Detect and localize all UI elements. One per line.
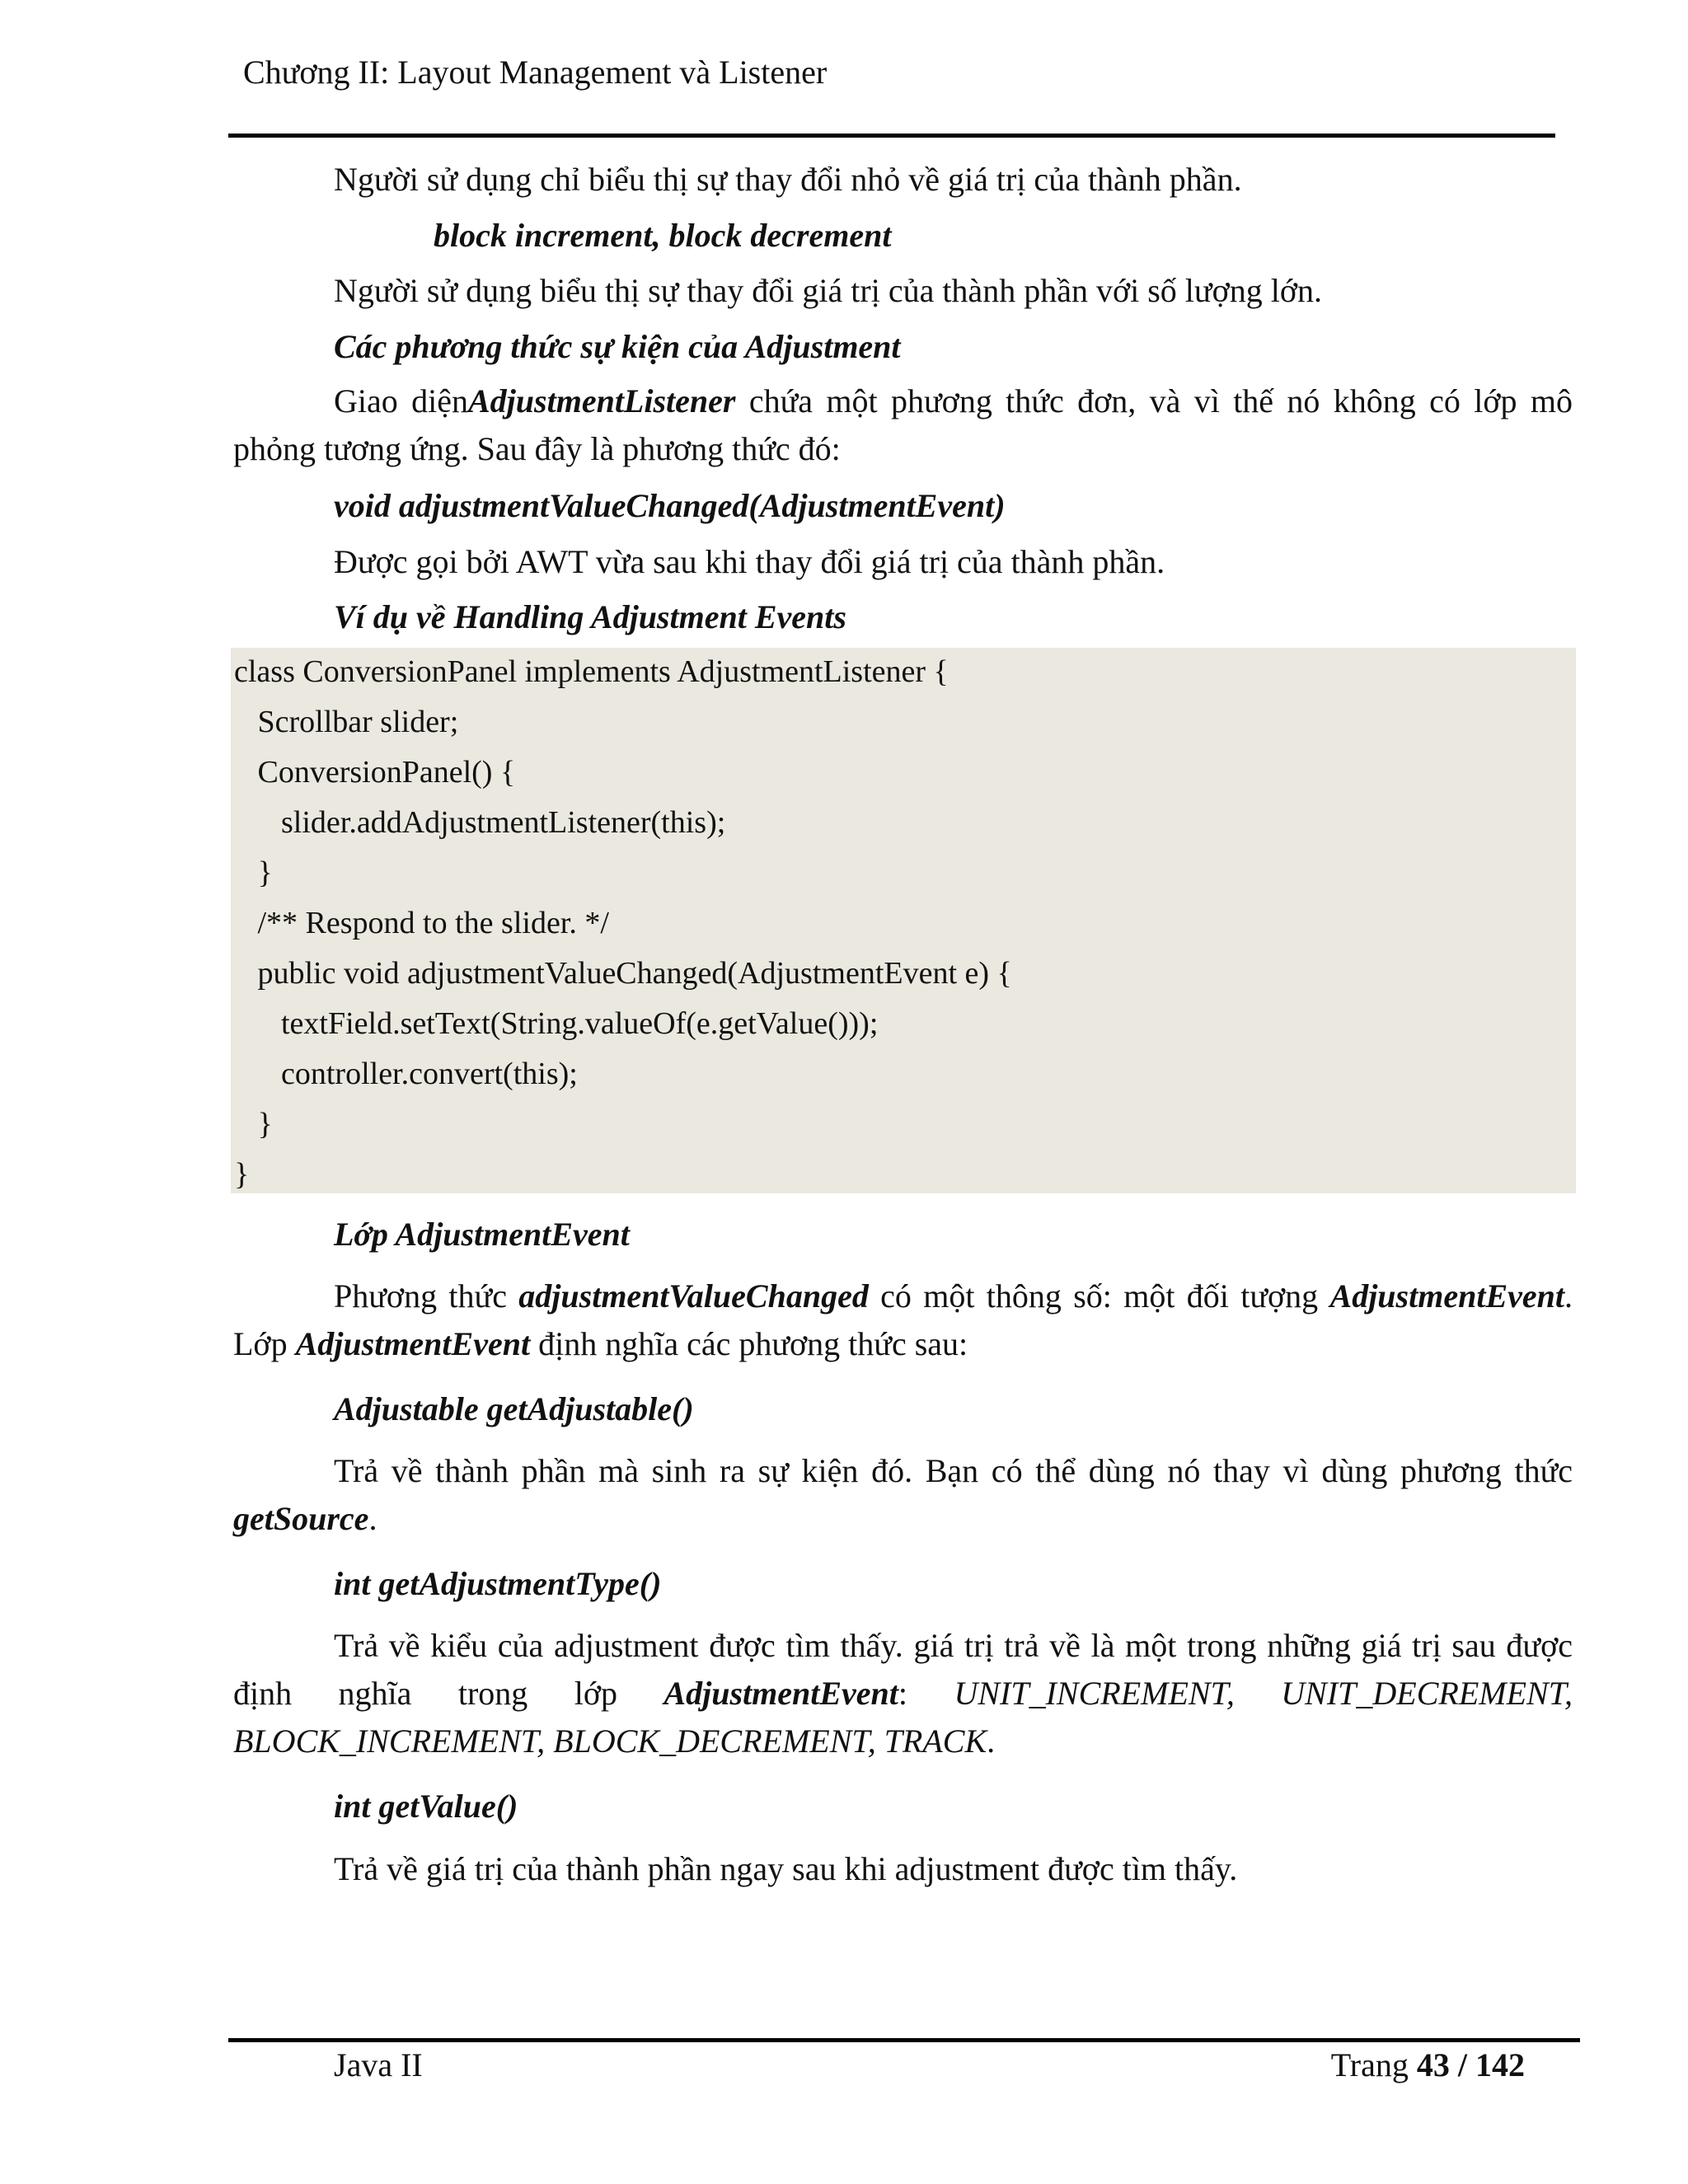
code-line: public void adjustmentValueChanged(AdjustmentEvent e) {: [234, 956, 1012, 991]
text-run: Giao diện: [334, 382, 468, 419]
code-line: ConversionPanel() {: [234, 755, 516, 790]
paragraph-get-adjustable-desc: [233, 1447, 1573, 1543]
paragraph-get-adjustment-type-desc: [233, 1622, 1573, 1765]
text-run: .: [987, 1722, 996, 1760]
code-line: }: [234, 855, 273, 890]
page-current: 43: [1416, 2046, 1450, 2083]
subheading-block-increment: block increment, block decrement: [434, 217, 892, 254]
paragraph-get-value-desc: Trả về giá trị của thành phần ngay sau khi adjustment được tìm thấy.: [334, 1850, 1238, 1887]
text-run: Phương thức: [334, 1277, 519, 1315]
paragraph-block-increment-desc: Người sử dụng biểu thị sự thay đổi giá trị của thành phần với số lượng lớn.: [334, 272, 1322, 309]
paragraph-unit-increment-desc: Người sử dụng chỉ biểu thị sự thay đổi nhỏ về giá trị của thành phần.: [334, 161, 1242, 198]
heading-adjustment-methods: Các phương thức sự kiện của Adjustment: [334, 328, 901, 365]
text-run-bold-italic: getSource: [233, 1500, 369, 1537]
heading-void-method: void adjustmentValueChanged(AdjustmentEvent): [334, 487, 1006, 524]
text-run: định nghĩa các phương thức sau:: [530, 1325, 968, 1362]
heading-get-value: int getValue(): [334, 1788, 518, 1825]
code-line: controller.convert(this);: [234, 1057, 578, 1091]
header-rule: [228, 134, 1555, 138]
footer-course-name: Java II: [334, 2046, 423, 2083]
code-line: textField.setText(String.valueOf(e.getValue()));: [234, 1006, 879, 1041]
heading-example: Ví dụ về Handling Adjustment Events: [334, 598, 846, 635]
text-run-bold-italic: adjustmentValueChanged: [518, 1277, 869, 1315]
code-line: }: [234, 1157, 250, 1192]
text-run: Trả về kiểu của adjustment được tìm thấy. giá trị trả về là một trong những giá trị sau được định nghĩa trong lớp: [233, 1627, 1573, 1712]
code-line: }: [234, 1107, 273, 1141]
text-run: có một thông số: một đối tượng: [868, 1277, 1330, 1315]
code-line: class ConversionPanel implements AdjustmentListener {: [234, 654, 949, 689]
text-run: Trả về thành phần mà sinh ra sự kiện đó. Bạn có thể dùng nó thay vì dùng phương thức: [334, 1452, 1573, 1489]
page-label: Trang: [1330, 2046, 1417, 2083]
page-total: 142: [1475, 2046, 1525, 2083]
page-number: [1330, 2046, 1525, 2083]
text-run-bold-italic: AdjustmentEvent: [1329, 1277, 1565, 1315]
text-run-bold-italic: AdjustmentEvent: [663, 1675, 898, 1712]
code-block: [231, 648, 1576, 1193]
paragraph-value-changed-param: [233, 1272, 1573, 1368]
text-run-italic: UNIT_INCREMENT, UNIT_DECREMENT, BLOCK_INCREMENT, BLOCK_DECREMENT, TRACK: [233, 1675, 1573, 1760]
chapter-header: Chương II: Layout Management và Listener: [243, 54, 828, 91]
heading-adjustment-event-class: Lớp AdjustmentEvent: [334, 1216, 630, 1253]
heading-get-adjustable: Adjustable getAdjustable(): [334, 1390, 694, 1427]
paragraph-adjustment-listener: [233, 377, 1573, 473]
text-run-bold-italic: AdjustmentListener: [467, 382, 736, 419]
text-run: .: [368, 1500, 377, 1537]
page-separator: /: [1449, 2046, 1475, 2083]
text-run: chứa một phương thức đơn, và vì thế nó không có lớp mô phỏng tương ứng. Sau đây là phương thức đó:: [233, 382, 1573, 467]
text-run-bold-italic: AdjustmentEvent: [295, 1325, 531, 1362]
text-run: . Lớp: [233, 1277, 1573, 1362]
text-run: :: [898, 1675, 954, 1712]
code-line: /** Respond to the slider. */: [234, 906, 609, 940]
code-line: slider.addAdjustmentListener(this);: [234, 805, 726, 840]
heading-get-adjustment-type: int getAdjustmentType(): [334, 1565, 662, 1602]
paragraph-awt-call: Được gọi bởi AWT vừa sau khi thay đổi giá trị của thành phần.: [334, 543, 1165, 580]
footer-rule: [228, 2038, 1580, 2042]
code-line: Scrollbar slider;: [234, 705, 459, 739]
